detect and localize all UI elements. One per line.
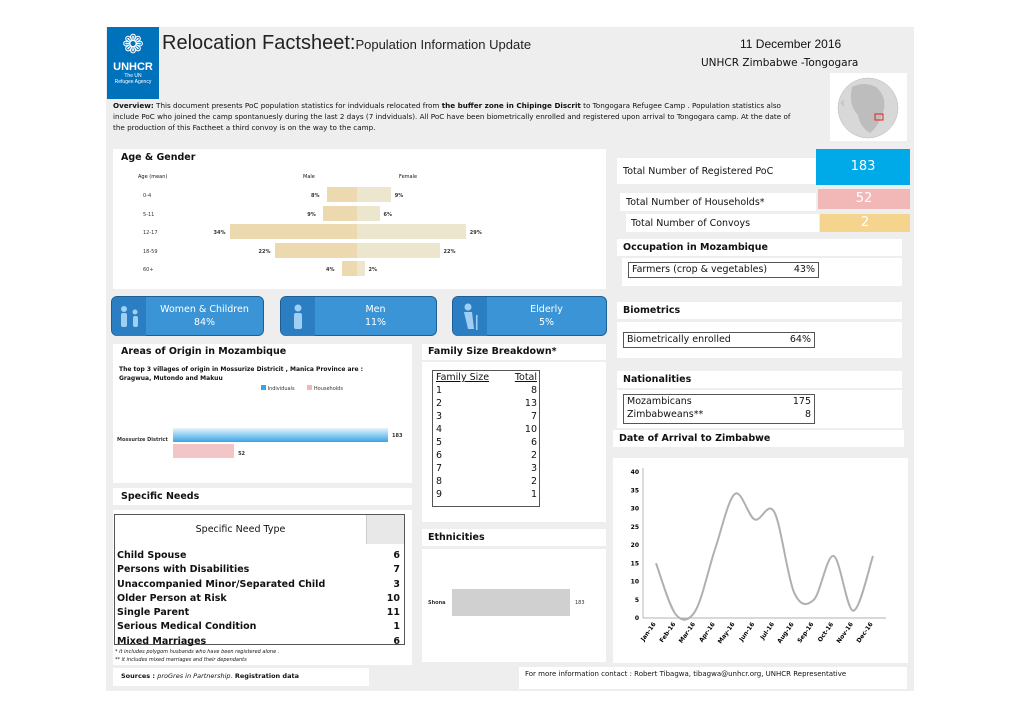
man-icon: [281, 297, 315, 336]
origin-title: Areas of Origin in Mozambique: [121, 346, 287, 357]
ethnicities-title: Ethnicities: [428, 532, 485, 543]
overview-body: to Tongogara Refugee Camp . Population statistics also include PoC who joined the camp spontanuesly during the last 2 days (7 indviduals). All PoC have been biometrically enrolled and registered upon arrival to Tongogara camp. At the date of the production of this Factheet a third convoy is on the way to the camp.: [113, 101, 791, 132]
family-row: [433, 423, 539, 436]
family-table: [433, 371, 539, 501]
logo-name: UNHCR: [113, 61, 153, 73]
women-children-icon: [112, 297, 146, 336]
family-total: 2: [530, 476, 537, 487]
need-value: 7: [393, 564, 400, 576]
biometrics-header: [617, 302, 902, 319]
family-size: 6: [436, 450, 443, 461]
legend-individuals-swatch: [261, 385, 266, 390]
needs-row: [117, 549, 402, 563]
households-value: 52: [238, 451, 246, 457]
households-bar: [173, 444, 234, 458]
needs-table-box: [114, 514, 405, 645]
x-tick-label: Nov-16: [835, 621, 855, 645]
kpi-registered-label: Total Number of Registered PoC: [623, 166, 774, 177]
legend-individuals: Individuals: [267, 386, 295, 392]
family-row: [433, 488, 539, 501]
col-age: Age (mean): [138, 174, 168, 180]
occupation-title: Occupation in Mozambique: [623, 242, 768, 253]
ethnicities-panel: [422, 549, 606, 662]
contact-text: For more information contact : Robert Tibagwa, tibagwa@unhcr.org, UNHCR Representative: [525, 670, 847, 678]
group-women-children: [111, 296, 264, 336]
origin-header: [113, 344, 412, 361]
kpi-households-value: 52: [818, 189, 910, 209]
overview-label: Overview:: [113, 101, 154, 110]
needs-header: [113, 488, 412, 505]
family-total: 13: [524, 398, 537, 409]
needs-row: [117, 578, 402, 592]
age-gender-panel: [113, 149, 606, 289]
family-col-total: Total: [514, 372, 537, 383]
ethnicity-bar: [452, 589, 570, 616]
needs-col-value: [367, 515, 404, 544]
biometrics-row: [623, 332, 815, 348]
family-total: 10: [524, 424, 537, 435]
age-gender-title: Age & Gender: [121, 152, 196, 163]
col-female: Female: [399, 174, 418, 180]
contact-box: [519, 667, 907, 689]
group-label: Men: [365, 304, 386, 315]
location-map: [830, 73, 907, 141]
col-male: Male: [303, 174, 315, 180]
need-name: Child Spouse: [117, 550, 187, 561]
family-row: [433, 397, 539, 410]
occupation-header: [617, 239, 902, 256]
occupation-label: Farmers (crop & vegetables): [632, 264, 768, 275]
family-row: [433, 410, 539, 423]
need-name: Serious Medical Condition: [117, 621, 257, 633]
need-name: Older Person at Risk: [117, 592, 227, 604]
needs-table: [117, 549, 402, 649]
male-value: 8%: [311, 193, 320, 199]
family-size: 9: [436, 489, 443, 500]
kpi-households-label-box: [620, 193, 816, 211]
sources-text: [121, 672, 299, 680]
y-tick-label: 35: [630, 487, 639, 495]
nationalities-table: [623, 394, 815, 424]
kpi-households-label: Total Number of Households*: [626, 197, 765, 208]
elderly-icon: [453, 297, 487, 336]
x-tick-label: Dec-16: [855, 621, 875, 645]
y-tick-label: 20: [630, 542, 639, 549]
origin-district: Mossurize District: [117, 437, 168, 443]
family-size: 2: [436, 398, 443, 409]
origin-legend: [261, 385, 343, 392]
sources-box: [113, 668, 369, 686]
male-bar: [342, 261, 357, 276]
needs-footnote: * it includes polygom husbands who have been registered alone .: [115, 649, 280, 655]
ethnicities-header: [422, 529, 606, 546]
y-tick-label: 5: [634, 596, 639, 604]
need-name: Unaccompanied Minor/Separated Child: [117, 578, 326, 590]
report-place: UNHCR Zimbabwe -Tongogara: [701, 57, 859, 69]
age-label: 5-11: [143, 211, 155, 218]
needs-row: [117, 635, 402, 649]
sources-italic: proGres in Partnership.: [157, 672, 233, 680]
origin-note: The top 3 villages of origin in Mossurize Districit , Manica Province are : Gragwua, Mutondo and Makuu: [119, 366, 364, 382]
logo-tag: Refugee Agency: [114, 79, 152, 85]
individuals-bar: [173, 428, 388, 442]
family-row: [433, 462, 539, 475]
occupation-panel: [622, 258, 902, 286]
origin-panel: [113, 361, 412, 483]
family-total: 3: [530, 463, 537, 474]
female-value: 6%: [383, 211, 392, 218]
group-value: 5%: [538, 317, 555, 328]
legend-households: Households: [313, 386, 343, 392]
individuals-value: 183: [392, 433, 403, 439]
group-value: 84%: [193, 317, 216, 328]
family-size: 5: [436, 437, 443, 448]
age-label: 18-59: [143, 248, 158, 255]
family-size: 3: [436, 411, 443, 422]
nationalities-header: [617, 371, 902, 388]
logo-tag: The UN: [124, 73, 142, 79]
x-tick-label: Apr-16: [698, 621, 717, 644]
legend-households-swatch: [307, 385, 312, 390]
kpi-registered-value: 183: [816, 149, 910, 185]
kpi-convoys-label: Total Number of Convoys: [631, 218, 751, 229]
occupation-row: [628, 262, 819, 278]
group-elderly: [452, 296, 607, 336]
nationalities-panel: [617, 390, 902, 428]
family-size: 7: [436, 463, 443, 474]
nationality-value: 175: [792, 396, 811, 407]
female-bar: [357, 187, 391, 202]
nationality-value: 8: [804, 409, 811, 420]
arrival-chart-panel: [613, 458, 908, 663]
x-tick-label: Jun-16: [738, 621, 757, 643]
nationality-name: Zimbabweans**: [627, 409, 704, 420]
female-value: 29%: [469, 230, 482, 236]
sources-label: Sources :: [121, 672, 158, 680]
family-total: 2: [530, 450, 537, 461]
need-name: Mixed Marriages: [117, 635, 207, 647]
kpi-convoys-label-box: [626, 214, 819, 232]
ethnicity-name: Shona: [428, 600, 446, 606]
male-bar: [327, 187, 357, 202]
needs-row: [117, 592, 402, 606]
y-tick-label: 25: [630, 523, 639, 531]
female-value: 2%: [368, 267, 377, 273]
occupation-value: 43%: [793, 264, 815, 275]
family-total: 1: [530, 489, 537, 500]
kpi-registered-label-box: [617, 158, 816, 184]
needs-footnote: ** it includes mixed marriages and their dependants: [115, 657, 247, 663]
y-tick-label: 40: [630, 469, 639, 476]
arrival-line-chart: [613, 458, 908, 663]
arrival-series-line: [656, 493, 873, 619]
title-sub: Population Information Update: [355, 37, 532, 52]
arrival-chart-header: [613, 430, 904, 447]
need-value: 11: [386, 607, 400, 619]
nationality-name: Mozambicans: [627, 396, 692, 407]
needs-title: Specific Needs: [121, 491, 200, 502]
overview-text: [113, 100, 793, 133]
page-title: [162, 32, 531, 55]
need-value: 6: [393, 550, 400, 561]
female-value: 9%: [394, 193, 404, 199]
kpi-convoys-value: 2: [820, 214, 910, 232]
female-value: 22%: [443, 248, 456, 255]
ethnicity-value: 183: [575, 600, 585, 606]
needs-panel: [113, 510, 412, 665]
needs-row: [117, 606, 402, 620]
y-tick-label: 10: [630, 578, 639, 586]
male-bar: [323, 206, 357, 221]
needs-col-type: Specific Need Type: [115, 515, 367, 544]
biometrics-title: Biometrics: [623, 305, 681, 316]
family-size: 4: [436, 424, 443, 435]
x-tick-label: Jan-16: [639, 621, 658, 643]
unhcr-emblem-icon: ❁: [122, 29, 144, 59]
need-name: Persons with Disabilities: [117, 564, 250, 576]
family-size: 1: [436, 385, 443, 396]
needs-row: [117, 620, 402, 634]
overview-body: This document presents PoC population statistics for indviduals relocated from: [153, 101, 442, 110]
unhcr-logo: [107, 27, 159, 99]
family-row: [433, 449, 539, 462]
x-tick-label: Mar-16: [677, 621, 698, 645]
nationalities-title: Nationalities: [623, 374, 692, 385]
x-tick-label: Oct-16: [816, 621, 836, 644]
title-main: Relocation Factsheet:: [162, 32, 356, 54]
female-bar: [357, 206, 380, 221]
family-col-size: Family Size: [436, 372, 490, 383]
male-value: 4%: [326, 267, 335, 273]
need-value: 10: [386, 592, 400, 604]
group-value: 11%: [364, 317, 387, 328]
globe-map-icon: [830, 73, 907, 141]
x-tick-label: Aug-16: [776, 621, 796, 645]
overview-bold: the buffer zone in Chipinge Discrit: [441, 101, 581, 110]
need-value: 6: [393, 635, 400, 647]
family-row: [433, 475, 539, 488]
male-value: 9%: [307, 211, 316, 218]
y-tick-label: 15: [630, 560, 639, 568]
x-tick-label: Sep-16: [796, 621, 816, 645]
female-bar: [357, 243, 440, 258]
needs-row: [117, 563, 402, 577]
family-total: 7: [530, 411, 537, 422]
y-tick-label: 0: [634, 615, 639, 622]
sources-bold: Registration data: [232, 672, 299, 680]
family-panel: [422, 362, 606, 522]
biometrics-panel: [617, 322, 902, 358]
x-tick-label: May-16: [716, 621, 737, 646]
family-total: 6: [530, 437, 537, 448]
male-bar: [230, 224, 358, 239]
family-size: 8: [436, 476, 443, 487]
male-value: 34%: [213, 230, 226, 236]
group-men: [280, 296, 437, 336]
y-tick-label: 30: [630, 505, 639, 513]
family-row: [433, 436, 539, 449]
group-label: Women & Children: [160, 304, 249, 315]
male-value: 22%: [258, 248, 271, 255]
family-table-box: [432, 370, 540, 507]
need-value: 3: [393, 578, 400, 590]
x-tick-label: Jul-16: [759, 621, 777, 642]
report-date: 11 December 2016: [740, 37, 842, 51]
age-label: 60+: [143, 267, 154, 273]
group-label: Elderly: [530, 304, 563, 315]
age-label: 12-17: [143, 230, 158, 236]
family-header: [422, 344, 606, 360]
biometrics-label: Biometrically enrolled: [627, 334, 731, 345]
family-total: 8: [530, 385, 537, 396]
female-bar: [357, 261, 365, 276]
age-label: 0-4: [143, 193, 152, 199]
need-name: Single Parent: [117, 607, 190, 619]
male-bar: [275, 243, 358, 258]
x-tick-label: Feb-16: [658, 621, 678, 645]
female-bar: [357, 224, 466, 239]
family-row: [433, 384, 539, 397]
arrival-chart-title: Date of Arrival to Zimbabwe: [619, 433, 771, 444]
biometrics-value: 64%: [789, 334, 811, 345]
need-value: 1: [393, 621, 400, 633]
family-title: Family Size Breakdown*: [428, 346, 557, 357]
